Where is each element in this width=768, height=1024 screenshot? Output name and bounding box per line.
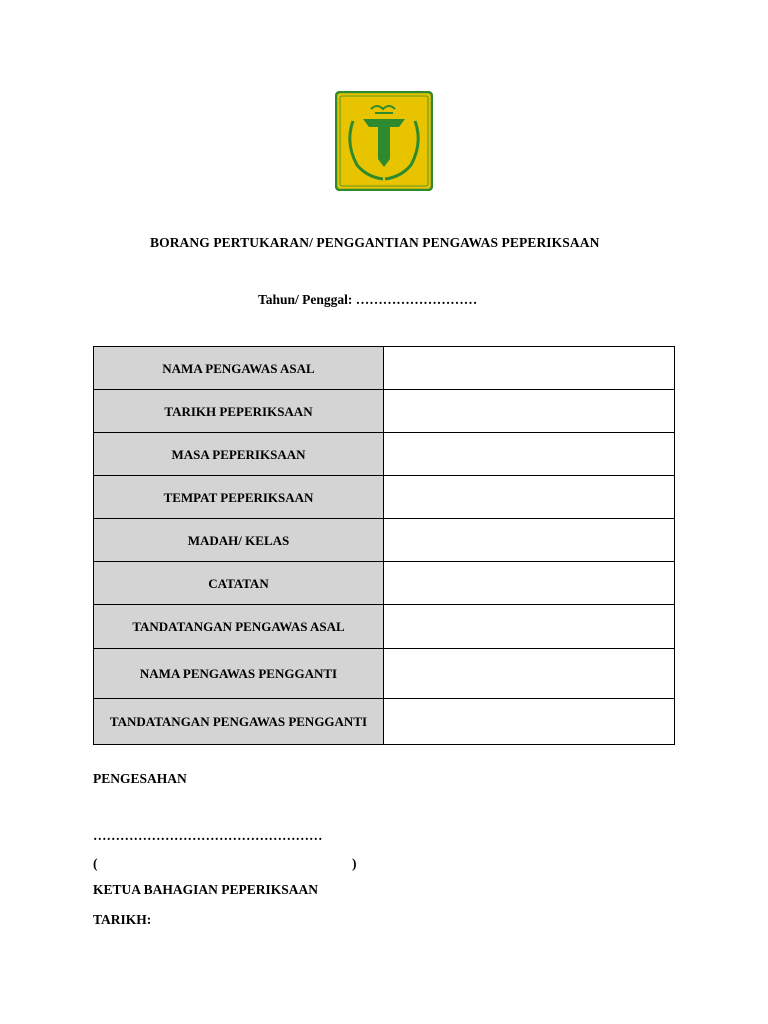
table-row — [94, 390, 675, 433]
table-row — [94, 699, 675, 745]
year-term-field: Tahun/ Penggal: ……………………… — [258, 292, 478, 307]
name-paren-open: ( — [93, 856, 98, 871]
row-label-exam-venue: TEMPAT PEPERIKSAAN — [94, 476, 384, 519]
table-row — [94, 433, 675, 476]
row-label-subject-class: MADAH/ KELAS — [94, 519, 384, 562]
table-row — [94, 347, 675, 390]
signature-line: …………………………………………… — [93, 828, 323, 843]
date-label: TARIKH: — [93, 912, 152, 927]
exam-invigilator-form-table — [93, 346, 675, 745]
row-label-replacement-signature: TANDATANGAN PENGAWAS PENGGANTI — [94, 699, 384, 745]
row-value-exam-date[interactable] — [384, 390, 675, 433]
form-title: BORANG PERTUKARAN/ PENGGANTIAN PENGAWAS PEPERIKSAAN — [150, 235, 600, 250]
approval-heading: PENGESAHAN — [93, 771, 187, 786]
row-value-replacement-signature[interactable] — [384, 699, 675, 745]
table-row — [94, 519, 675, 562]
role-label: KETUA BAHAGIAN PEPERIKSAAN — [93, 882, 319, 897]
row-value-original-invigilator[interactable] — [384, 347, 675, 390]
row-label-replacement-invigilator: NAMA PENGAWAS PENGGANTI — [94, 649, 384, 699]
row-label-exam-date: TARIKH PEPERIKSAAN — [94, 390, 384, 433]
row-label-original-signature: TANDATANGAN PENGAWAS ASAL — [94, 605, 384, 649]
row-value-original-signature[interactable] — [384, 605, 675, 649]
row-value-exam-time[interactable] — [384, 433, 675, 476]
row-label-original-invigilator: NAMA PENGAWAS ASAL — [94, 347, 384, 390]
row-value-replacement-invigilator[interactable] — [384, 649, 675, 699]
table-row — [94, 476, 675, 519]
table-row — [94, 649, 675, 699]
row-label-exam-time: MASA PEPERIKSAAN — [94, 433, 384, 476]
school-crest-icon — [335, 91, 433, 191]
row-value-notes[interactable] — [384, 562, 675, 605]
table-row — [94, 562, 675, 605]
row-value-subject-class[interactable] — [384, 519, 675, 562]
name-paren-close: ) — [352, 856, 357, 871]
row-label-notes: CATATAN — [94, 562, 384, 605]
row-value-exam-venue[interactable] — [384, 476, 675, 519]
table-row — [94, 605, 675, 649]
